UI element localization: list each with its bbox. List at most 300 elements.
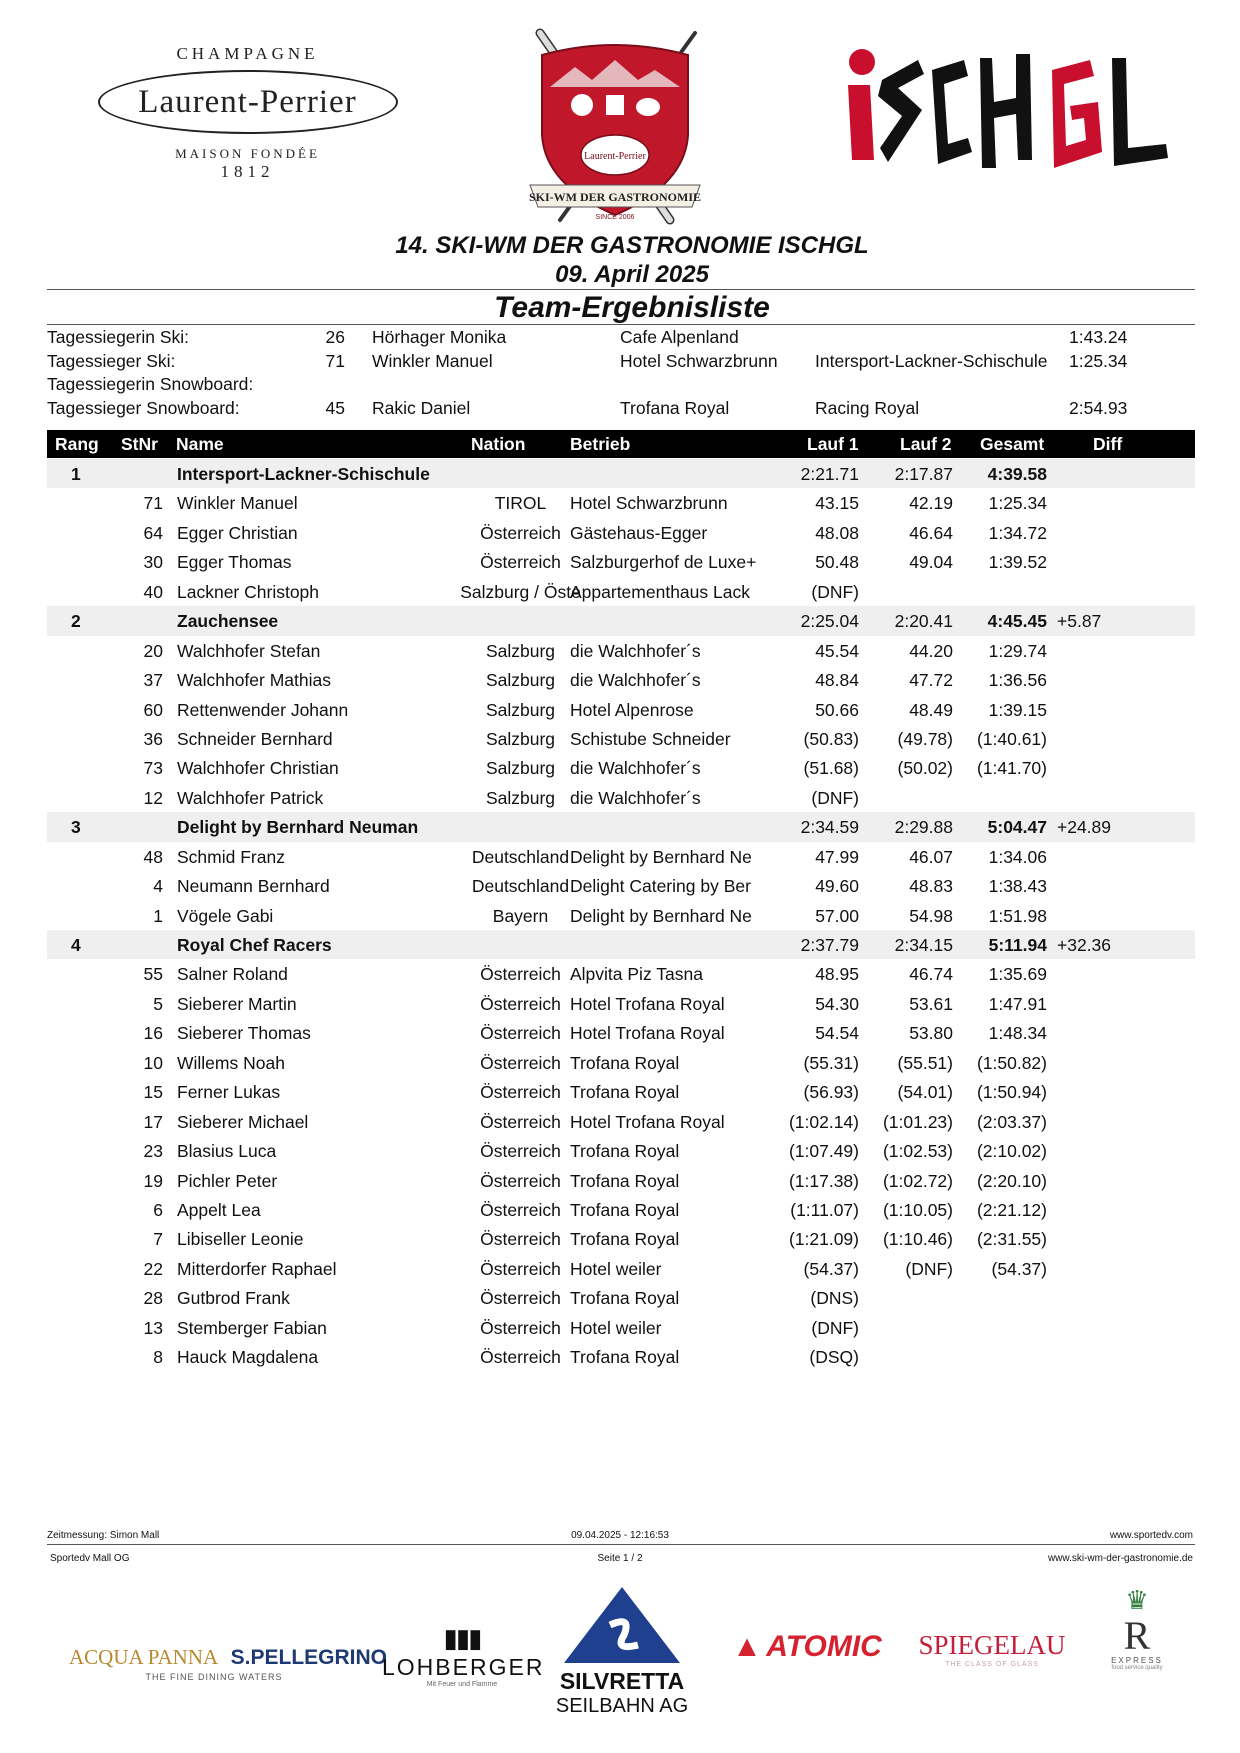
footer-timing: Zeitmessung: Simon Mall xyxy=(47,1530,160,1541)
team-lauf1: 2:21.71 xyxy=(800,464,859,484)
winner-betrieb: Trofana Royal xyxy=(620,397,730,418)
r-express-text: EXPRESS xyxy=(1111,1656,1163,1665)
athlete-betrieb: Schistube Schneider xyxy=(570,728,731,749)
athlete-stnr: 13 xyxy=(143,1317,163,1338)
athlete-lauf2: 53.80 xyxy=(909,1023,953,1044)
athlete-stnr: 64 xyxy=(143,522,163,543)
athlete-nation: Bayern xyxy=(492,905,549,926)
spiegelau-tag: THE CLASS OF GLASS xyxy=(945,1661,1039,1668)
athlete-name: Walchhofer Patrick xyxy=(177,787,324,808)
lp-fondee-text: MAISON FONDÉE xyxy=(175,146,320,161)
flame-icon: ▮▮▮ xyxy=(443,1623,481,1653)
athlete-nation: Österreich xyxy=(480,1347,561,1368)
team-name: Royal Chef Racers xyxy=(177,935,332,955)
athlete-name: Hauck Magdalena xyxy=(177,1347,319,1368)
athlete-row xyxy=(47,1342,1195,1371)
winner-betrieb: Hotel Schwarzbrunn xyxy=(620,350,778,371)
athlete-stnr: 1 xyxy=(153,905,163,926)
athlete-betrieb: Hotel Trofana Royal xyxy=(570,1111,725,1132)
athlete-nation: Österreich xyxy=(480,1229,561,1250)
acqua-panna-pellegrino-logo xyxy=(69,1645,387,1682)
athlete-row xyxy=(47,488,1195,517)
team-gesamt: 4:39.58 xyxy=(987,464,1047,484)
athlete-betrieb: Trofana Royal xyxy=(570,1082,680,1103)
athlete-betrieb: Hotel Alpenrose xyxy=(570,699,694,720)
col-betrieb: Betrieb xyxy=(570,434,631,454)
lp-name-text: Laurent-Perrier xyxy=(138,83,357,120)
lohberger-logo xyxy=(382,1623,545,1688)
athlete-gesamt: 1:34.06 xyxy=(988,846,1047,867)
athlete-row xyxy=(47,665,1195,694)
athlete-lauf1: 48.84 xyxy=(815,670,859,691)
athlete-row xyxy=(47,871,1195,900)
winner-club: Intersport-Lackner-Schischule xyxy=(815,350,1048,371)
athlete-lauf1: 48.95 xyxy=(815,964,859,985)
athlete-lauf1: (DNF) xyxy=(811,787,859,808)
athlete-betrieb: Trofana Royal xyxy=(570,1170,680,1191)
athlete-row xyxy=(47,842,1195,871)
athlete-lauf1: (1:07.49) xyxy=(788,1141,859,1162)
atomic-text: ATOMIC xyxy=(766,1630,882,1663)
team-row xyxy=(47,606,1195,635)
athlete-stnr: 71 xyxy=(143,493,163,514)
athlete-nation: Österreich xyxy=(480,1082,561,1103)
athlete-nation: Österreich xyxy=(480,1258,561,1279)
athlete-row xyxy=(47,989,1195,1018)
athlete-stnr: 55 xyxy=(143,964,163,985)
crest-banner-text: SKI-WM DER GASTRONOMIE xyxy=(528,190,702,204)
athlete-name: Sieberer Martin xyxy=(177,993,297,1014)
team-gesamt: 4:45.45 xyxy=(987,611,1047,632)
athlete-row xyxy=(47,577,1195,606)
athlete-betrieb: Alpvita Piz Tasna xyxy=(570,964,703,985)
athlete-row xyxy=(47,518,1195,547)
athlete-row xyxy=(47,695,1195,724)
team-lauf1: 2:34.59 xyxy=(800,817,859,838)
lp-champagne-text: CHAMPAGNE xyxy=(176,44,319,63)
athlete-lauf1: (54.37) xyxy=(803,1258,859,1279)
athlete-nation: Österreich xyxy=(480,1111,561,1132)
athlete-gesamt: 1:36.56 xyxy=(988,670,1047,691)
footer-url1[interactable]: www.sportedv.com xyxy=(1109,1530,1193,1541)
day-winner-row xyxy=(47,398,1195,422)
athlete-row xyxy=(47,724,1195,753)
laurent-perrier-logo xyxy=(90,42,405,207)
lohberger-tag: Mit Feuer und Flamme xyxy=(426,1681,498,1688)
winner-name: Rakic Daniel xyxy=(372,397,471,418)
athlete-name: Egger Christian xyxy=(177,522,298,543)
team-rank: 4 xyxy=(71,935,81,955)
athlete-stnr: 15 xyxy=(143,1082,163,1103)
team-gesamt: 5:11.94 xyxy=(988,935,1047,955)
athlete-gesamt: (1:50.94) xyxy=(976,1082,1047,1103)
winner-label: Tagessieger Snowboard: xyxy=(47,397,240,418)
athlete-row xyxy=(47,547,1195,576)
silvretta-mountain-icon xyxy=(562,1585,682,1665)
athlete-lauf1: (DNF) xyxy=(811,1317,859,1338)
athlete-stnr: 8 xyxy=(153,1347,163,1368)
lp-name-oval xyxy=(98,70,398,134)
athlete-name: Lackner Christoph xyxy=(177,581,320,602)
ski-wm-crest-logo xyxy=(520,25,710,225)
athlete-stnr: 10 xyxy=(143,1052,163,1073)
athlete-lauf2: (49.78) xyxy=(897,728,953,749)
athlete-name: Willems Noah xyxy=(177,1052,285,1073)
athlete-name: Vögele Gabi xyxy=(177,905,274,926)
footer-page: Seite 1 / 2 xyxy=(597,1553,643,1564)
athlete-gesamt: 1:34.72 xyxy=(988,522,1047,543)
crown-icon: ♛ xyxy=(1125,1585,1149,1615)
winner-club: Racing Royal xyxy=(815,397,920,418)
silvretta-text: SILVRETTA xyxy=(559,1668,685,1694)
athlete-lauf1: 54.54 xyxy=(815,1023,859,1044)
athlete-betrieb: Delight by Bernhard Ne xyxy=(570,846,752,867)
athlete-nation: Salzburg xyxy=(485,640,556,661)
day-winner-row xyxy=(47,327,1195,351)
athlete-lauf2: (1:01.23) xyxy=(882,1111,953,1132)
athlete-row xyxy=(47,1283,1195,1312)
winner-startnumber: 71 xyxy=(325,350,345,371)
athlete-nation: Österreich xyxy=(480,993,561,1014)
col-rang: Rang xyxy=(55,434,99,454)
athlete-lauf2: (50.02) xyxy=(897,758,953,779)
athlete-row xyxy=(47,1077,1195,1106)
athlete-row xyxy=(47,1048,1195,1077)
athlete-nation: Salzburg xyxy=(485,699,556,720)
athlete-lauf2: (1:02.72) xyxy=(882,1170,953,1191)
r-express-letter: R xyxy=(1123,1613,1151,1658)
athlete-gesamt: (54.37) xyxy=(991,1258,1047,1279)
athlete-name: Walchhofer Mathias xyxy=(177,670,331,691)
athlete-stnr: 20 xyxy=(143,640,163,661)
athlete-gesamt: 1:39.52 xyxy=(988,552,1047,573)
athlete-row xyxy=(47,636,1195,665)
athlete-stnr: 23 xyxy=(143,1141,163,1162)
athlete-betrieb: die Walchhofer´s xyxy=(570,670,701,691)
athlete-lauf1: (DNF) xyxy=(811,581,859,602)
athlete-nation: Salzburg xyxy=(485,758,556,779)
athlete-stnr: 7 xyxy=(153,1229,163,1250)
atomic-a-icon: ▲ xyxy=(732,1630,762,1663)
athlete-gesamt: (2:31.55) xyxy=(976,1229,1047,1250)
footer-url2[interactable]: www.ski-wm-der-gastronomie.de xyxy=(1047,1553,1193,1564)
athlete-lauf1: 49.60 xyxy=(815,876,859,897)
athlete-gesamt: 1:48.34 xyxy=(988,1023,1047,1044)
athlete-lauf1: 45.54 xyxy=(815,640,859,661)
r-express-tag: food service quality xyxy=(1111,1665,1163,1671)
crest-since-text: SINCE 2006 xyxy=(595,214,635,221)
athlete-name: Appelt Lea xyxy=(177,1199,261,1220)
athlete-gesamt: (2:03.37) xyxy=(976,1111,1047,1132)
athlete-nation: Österreich xyxy=(480,1170,561,1191)
athlete-row xyxy=(47,1195,1195,1224)
athlete-gesamt: 1:51.98 xyxy=(988,905,1047,926)
athlete-betrieb: Appartementhaus Lack xyxy=(570,581,750,602)
team-rank: 2 xyxy=(71,611,81,632)
athlete-nation: Österreich xyxy=(480,1141,561,1162)
athlete-gesamt: 1:39.15 xyxy=(988,699,1047,720)
team-lauf1: 2:25.04 xyxy=(800,611,859,632)
athlete-name: Walchhofer Christian xyxy=(177,758,339,779)
winner-label: Tagessiegerin Ski: xyxy=(47,327,190,347)
winner-time: 2:54.93 xyxy=(1069,397,1128,418)
athlete-lauf1: (55.31) xyxy=(803,1052,859,1073)
sponsor-bar xyxy=(47,1585,1195,1717)
athlete-lauf2: 54.98 xyxy=(909,905,953,926)
r-express-logo xyxy=(1092,1585,1182,1671)
athlete-row xyxy=(47,1254,1195,1283)
athlete-name: Pichler Peter xyxy=(177,1170,278,1191)
athlete-lauf1: 48.08 xyxy=(815,522,859,543)
athlete-name: Sieberer Thomas xyxy=(177,1023,311,1044)
athlete-betrieb: die Walchhofer´s xyxy=(570,758,701,779)
athlete-lauf1: (1:11.07) xyxy=(790,1199,859,1220)
winner-label: Tagessiegerin Snowboard: xyxy=(47,374,254,394)
athlete-lauf2: 48.49 xyxy=(909,699,953,720)
athlete-nation: Salzburg xyxy=(485,670,556,691)
athlete-name: Neumann Bernhard xyxy=(177,876,330,897)
footer-company: Sportedv Mall OG xyxy=(50,1553,130,1564)
day-winner-row xyxy=(47,374,1195,398)
athlete-name: Walchhofer Stefan xyxy=(177,640,321,661)
athlete-name: Salner Roland xyxy=(177,964,288,985)
athlete-lauf2: 42.19 xyxy=(909,493,953,514)
athlete-lauf1: 54.30 xyxy=(815,993,859,1014)
athlete-nation: Österreich xyxy=(480,522,561,543)
athlete-gesamt: (2:20.10) xyxy=(976,1170,1047,1191)
col-diff: Diff xyxy=(1093,434,1123,454)
team-name: Intersport-Lackner-Schischule xyxy=(177,464,430,484)
winner-time: 1:25.34 xyxy=(1069,350,1128,371)
athlete-lauf2: 46.07 xyxy=(909,846,953,867)
silvretta-sub-text: SEILBAHN AG xyxy=(555,1695,689,1717)
athlete-nation: TIROL xyxy=(494,493,547,514)
athlete-nation: Österreich xyxy=(480,1199,561,1220)
athlete-name: Schneider Bernhard xyxy=(177,728,333,749)
winner-betrieb: Cafe Alpenland xyxy=(620,327,739,347)
athlete-name: Egger Thomas xyxy=(177,552,292,573)
team-lauf2: 2:34.15 xyxy=(894,935,953,955)
acqua-panna-text: ACQUA PANNA xyxy=(69,1645,219,1669)
athlete-nation: Österreich xyxy=(480,964,561,985)
col-stnr: StNr xyxy=(121,434,158,454)
athlete-betrieb: Hotel weiler xyxy=(570,1317,662,1338)
col-lauf1: Lauf 1 xyxy=(807,434,859,454)
athlete-lauf1: 50.48 xyxy=(815,552,859,573)
athlete-gesamt: (2:21.12) xyxy=(976,1199,1047,1220)
col-name: Name xyxy=(176,434,224,454)
athlete-betrieb: Trofana Royal xyxy=(570,1288,680,1309)
team-gesamt: 5:04.47 xyxy=(987,817,1047,838)
athlete-lauf2: (1:10.46) xyxy=(882,1229,953,1250)
athlete-gesamt: 1:47.91 xyxy=(988,993,1047,1014)
athlete-row xyxy=(47,1166,1195,1195)
athlete-betrieb: Gästehaus-Egger xyxy=(570,522,708,543)
ischgl-logo xyxy=(840,40,1170,190)
athlete-lauf2: (1:02.53) xyxy=(882,1141,953,1162)
col-lauf2: Lauf 2 xyxy=(900,434,952,454)
athlete-stnr: 4 xyxy=(153,876,163,897)
athlete-betrieb: Hotel Schwarzbrunn xyxy=(570,493,728,514)
athlete-betrieb: Trofana Royal xyxy=(570,1229,680,1250)
athlete-stnr: 16 xyxy=(143,1023,163,1044)
athlete-lauf2: 47.72 xyxy=(909,670,953,691)
athlete-lauf2: 53.61 xyxy=(909,993,953,1014)
athlete-row xyxy=(47,753,1195,782)
athlete-lauf1: (DSQ) xyxy=(809,1347,859,1368)
athlete-name: Stemberger Fabian xyxy=(177,1317,327,1338)
athlete-nation: Deutschland xyxy=(471,876,570,897)
athlete-betrieb: Hotel Trofana Royal xyxy=(570,1023,725,1044)
athlete-lauf2: (54.01) xyxy=(897,1082,953,1103)
athlete-nation: Österreich xyxy=(480,1317,561,1338)
athlete-betrieb: Delight Catering by Ber xyxy=(570,876,751,897)
athlete-lauf2: 48.83 xyxy=(909,876,953,897)
athlete-betrieb: Trofana Royal xyxy=(570,1052,680,1073)
lohberger-text: LOHBERGER xyxy=(382,1654,545,1680)
athlete-lauf1: 43.15 xyxy=(815,493,859,514)
winner-startnumber: 45 xyxy=(325,397,345,418)
athlete-stnr: 28 xyxy=(143,1288,163,1309)
athlete-lauf2: 46.64 xyxy=(909,522,953,543)
athlete-gesamt: 1:25.34 xyxy=(988,493,1047,514)
athlete-nation: Österreich xyxy=(480,1023,561,1044)
athlete-row xyxy=(47,1018,1195,1047)
athlete-row xyxy=(47,1224,1195,1253)
athlete-stnr: 37 xyxy=(143,670,163,691)
athlete-stnr: 48 xyxy=(143,846,163,867)
athlete-betrieb: Hotel Trofana Royal xyxy=(570,993,725,1014)
athlete-stnr: 73 xyxy=(143,758,163,779)
winner-time: 1:43.24 xyxy=(1069,327,1128,347)
athlete-name: Sieberer Michael xyxy=(177,1111,309,1132)
athlete-gesamt: 1:38.43 xyxy=(988,876,1047,897)
athlete-betrieb: Salzburgerhof de Luxe+ xyxy=(570,552,757,573)
results-table-body xyxy=(47,459,1195,1372)
athlete-lauf1: 57.00 xyxy=(815,905,859,926)
team-lauf2: 2:17.87 xyxy=(894,464,953,484)
athlete-name: Winkler Manuel xyxy=(177,493,298,514)
athlete-betrieb: Trofana Royal xyxy=(570,1141,680,1162)
athlete-row xyxy=(47,959,1195,988)
athlete-lauf2: (DNF) xyxy=(905,1258,953,1279)
athlete-gesamt: (1:41.70) xyxy=(976,758,1047,779)
athlete-row xyxy=(47,901,1195,930)
athlete-stnr: 5 xyxy=(153,993,163,1014)
event-date: 09. April 2025 xyxy=(555,261,709,288)
team-rank: 1 xyxy=(71,464,81,484)
athlete-nation: Österreich xyxy=(480,1288,561,1309)
athlete-nation: Österreich xyxy=(480,552,561,573)
athlete-betrieb: Trofana Royal xyxy=(570,1199,680,1220)
athlete-betrieb: Hotel weiler xyxy=(570,1258,662,1279)
athlete-stnr: 60 xyxy=(143,699,163,720)
day-winners-block xyxy=(47,327,1195,421)
athlete-stnr: 17 xyxy=(143,1111,163,1132)
athlete-betrieb: Trofana Royal xyxy=(570,1347,680,1368)
athlete-stnr: 40 xyxy=(143,581,163,602)
footer-datetime: 09.04.2025 - 12:16:53 xyxy=(571,1530,669,1541)
athlete-lauf1: (DNS) xyxy=(810,1288,859,1309)
athlete-gesamt: (2:10.02) xyxy=(976,1141,1047,1162)
athlete-lauf1: 50.66 xyxy=(815,699,859,720)
athlete-lauf1: (1:17.38) xyxy=(788,1170,859,1191)
team-lauf1: 2:37.79 xyxy=(800,935,859,955)
athlete-betrieb: Delight by Bernhard Ne xyxy=(570,905,752,926)
athlete-lauf1: (50.83) xyxy=(803,728,859,749)
athlete-row xyxy=(47,1313,1195,1342)
day-winner-row xyxy=(47,351,1195,375)
athlete-lauf2: (55.51) xyxy=(897,1052,953,1073)
team-name: Zauchensee xyxy=(177,611,279,632)
col-gesamt: Gesamt xyxy=(980,434,1045,454)
athlete-stnr: 12 xyxy=(143,787,163,808)
athlete-gesamt: 1:35.69 xyxy=(988,964,1047,985)
athlete-nation: Salzburg xyxy=(485,728,556,749)
athlete-nation: Salzburg / Öste xyxy=(460,581,581,602)
athlete-stnr: 22 xyxy=(143,1258,163,1279)
team-diff: +5.87 xyxy=(1057,611,1102,632)
team-lauf2: 2:20.41 xyxy=(894,611,953,632)
athlete-lauf2: 49.04 xyxy=(909,552,953,573)
crest-brand-text: Laurent-Perrier xyxy=(584,151,646,162)
athlete-lauf1: (56.93) xyxy=(803,1082,859,1103)
athlete-lauf2: (1:10.05) xyxy=(882,1199,953,1220)
event-title: 14. SKI-WM DER GASTRONOMIE ISCHGL xyxy=(395,232,869,259)
spiegelau-text: SPIEGELAU xyxy=(918,1630,1066,1660)
athlete-name: Libiseller Leonie xyxy=(177,1229,304,1250)
title-divider-bottom xyxy=(47,324,1195,325)
winner-startnumber: 26 xyxy=(325,327,345,347)
fine-dining-text: THE FINE DINING WATERS xyxy=(145,1672,283,1682)
col-nation: Nation xyxy=(471,434,526,454)
team-row xyxy=(47,459,1195,488)
silvretta-logo xyxy=(552,1585,692,1718)
athlete-lauf2: 44.20 xyxy=(909,640,953,661)
athlete-gesamt: (1:50.82) xyxy=(976,1052,1047,1073)
title-divider xyxy=(47,289,1195,290)
athlete-row xyxy=(47,1136,1195,1165)
athlete-nation: Österreich xyxy=(480,1052,561,1073)
athlete-gesamt: (1:40.61) xyxy=(976,728,1047,749)
team-diff: +24.89 xyxy=(1057,817,1112,838)
athlete-name: Rettenwender Johann xyxy=(177,699,349,720)
winner-name: Hörhager Monika xyxy=(372,327,507,347)
winner-label: Tagessieger Ski: xyxy=(47,350,176,371)
athlete-lauf1: (1:21.09) xyxy=(788,1229,859,1250)
athlete-lauf1: (51.68) xyxy=(803,758,859,779)
page-title: Team-Ergebnisliste xyxy=(494,291,770,324)
team-lauf2: 2:29.88 xyxy=(894,817,953,838)
team-row xyxy=(47,930,1195,959)
athlete-stnr: 19 xyxy=(143,1170,163,1191)
athlete-name: Blasius Luca xyxy=(177,1141,277,1162)
athlete-lauf1: (1:02.14) xyxy=(788,1111,859,1132)
team-name: Delight by Bernhard Neuman xyxy=(177,817,419,838)
athlete-nation: Salzburg xyxy=(485,787,556,808)
athlete-name: Gutbrod Frank xyxy=(177,1288,290,1309)
athlete-name: Mitterdorfer Raphael xyxy=(177,1258,337,1279)
athlete-name: Ferner Lukas xyxy=(177,1082,281,1103)
athlete-name: Schmid Franz xyxy=(177,846,285,867)
athlete-stnr: 36 xyxy=(143,728,163,749)
athlete-lauf2: 46.74 xyxy=(909,964,953,985)
athlete-nation: Deutschland xyxy=(471,846,570,867)
team-row xyxy=(47,812,1195,841)
team-rank: 3 xyxy=(71,817,81,838)
athlete-row xyxy=(47,783,1195,812)
athlete-betrieb: die Walchhofer´s xyxy=(570,787,701,808)
